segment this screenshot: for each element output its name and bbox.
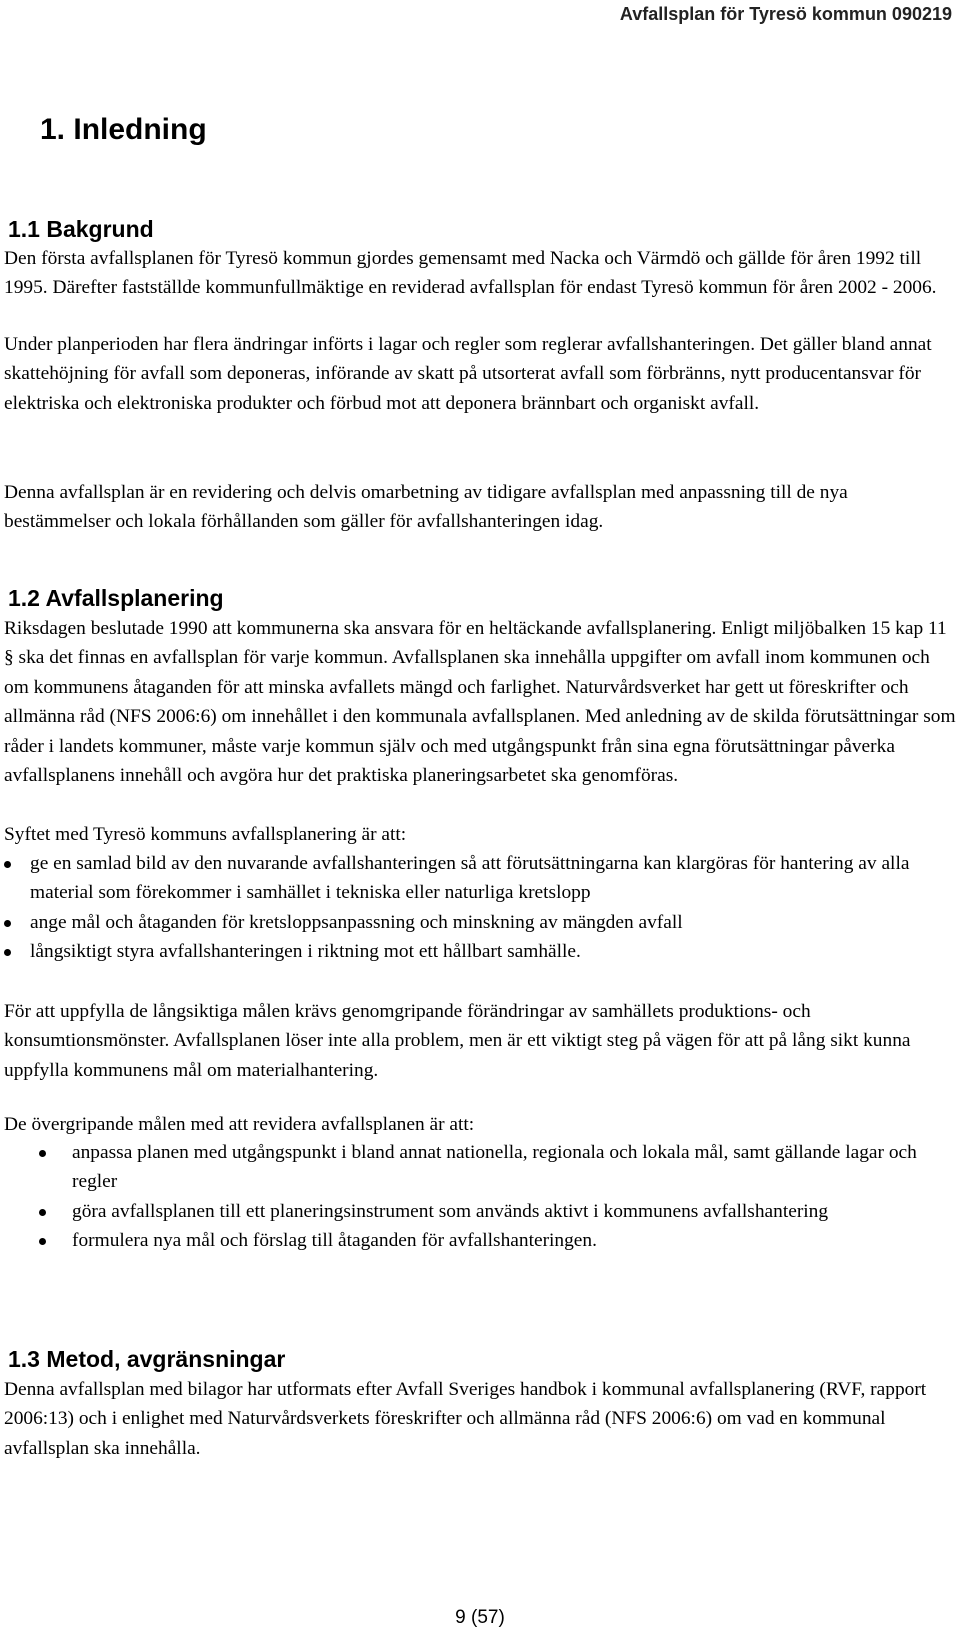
paragraph-avfallsplanering-2: För att uppfylla de långsiktiga målen krävs genomgripande förändringar av samhällets produktions- och konsumtionsmönster. Avfallsplanen löser inte alla problem, men är ett viktigt steg på vägen för att på lång sikt kunna uppfylla kommunens mål om materialhantering. [4,1001,911,1081]
bullet-icon [39,1150,46,1157]
paragraph-metod-1: Denna avfallsplan med bilagor har utformats efter Avfall Sveriges handbok i kommunal avfallsplanering (RVF, rapport 2006:13) och i enlighet med Naturvårdsverkets föreskrifter och allmänna råd (NFS 2006:6) om vad en kommunal avfallsplan ska innehålla. [4,1379,927,1459]
section-heading-1-2: 1.2 Avfallsplanering [8,585,224,611]
list-item-text: anpassa planen med utgångspunkt i bland annat nationella, regionala och lokala mål, samt gällande lagar och regler [72,1142,917,1193]
list-item-text: långsiktigt styra avfallshanteringen i riktning mot ett hållbart samhälle. [30,941,581,963]
paragraph-avfallsplanering-1: Riksdagen beslutade 1990 att kommunerna ska ansvara för en heltäckande avfallsplanering. Enligt miljöbalken 15 kap 11 § ska det finnas en avfallsplan för varje kommun. Avfallsplanen ska innehålla uppgifter om avfall inom kommunen och om kommunens åtaganden för att minska avfallets mängd och farlighet. Naturvårdsverket har gett ut föreskrifter och allmänna råd (NFS 2006:6) om innehållet i den kommunala avfallsplanen. Med anledning av de skilda förutsättningar som råder i landets kommuner, måste varje kommun själv och med utgångspunkt från sina egna förutsättningar påverka avfallsplanens innehåll och avgöra hur det praktiska planeringsarbetet ska genomföras. [4,618,956,787]
list-item [30,937,932,966]
paragraph-bakgrund-3: Denna avfallsplan är en revidering och delvis omarbetning av tidigare avfallsplan med anpassning till de nya bestämmelser och lokala förhållanden som gäller för avfallshanteringen idag. [4,482,848,533]
list-item [72,1197,932,1226]
list-item-text: ange mål och åtaganden för kretsloppsanpassning och minskning av mängden avfall [30,911,683,933]
list-item [72,1138,932,1197]
paragraph-syfte-intro: Syftet med Tyresö kommuns avfallsplanering är att: [4,824,407,845]
list-item-text: formulera nya mål och förslag till åtaganden för avfallshanteringen. [72,1230,597,1252]
section-heading-1-1: 1.1 Bakgrund [8,216,154,242]
paragraph-bakgrund-2: Under planperioden har flera ändringar införts i lagar och regler som reglerar avfallshanteringen. Det gäller bland annat skattehöjning för avfall som deponeras, införande av skatt på utsorterat avfall som förbränns, nytt producentansvar för elektriska och elektroniska produkter och förbud mot att deponera brännbart och organiskt avfall. [4,334,932,414]
paragraph-mal-intro: De övergripande målen med att revidera avfallsplanen är att: [4,1114,475,1135]
chapter-title: 1. Inledning [40,113,207,146]
mal-list [72,1138,932,1256]
list-item [30,849,932,908]
bullet-icon [4,949,11,956]
bullet-icon [39,1238,46,1245]
list-item-text: ge en samlad bild av den nuvarande avfallshanteringen så att förutsättningarna kan klargöras för hantering av alla material som förekommer i samhället i tekniska eller naturliga kretslopp [30,853,910,904]
syfte-list [30,849,932,967]
bullet-icon [4,920,11,927]
running-header: Avfallsplan för Tyresö kommun 090219 [619,4,952,24]
paragraph-bakgrund-1: Den första avfallsplanen för Tyresö kommun gjordes gemensamt med Nacka och Värmdö och gällde för åren 1992 till 1995. Därefter fastställde kommunfullmäktige en reviderad avfallsplan för endast Tyresö kommun för åren 2002 - 2006. [4,248,937,299]
page-number: 9 (57) [455,1607,505,1628]
list-item [72,1226,932,1255]
bullet-icon [39,1209,46,1216]
section-heading-1-3: 1.3 Metod, avgränsningar [8,1346,286,1372]
list-item [30,908,932,937]
bullet-icon [4,861,11,868]
list-item-text: göra avfallsplanen till ett planeringsinstrument som används aktivt i kommunens avfallshantering [72,1200,829,1222]
